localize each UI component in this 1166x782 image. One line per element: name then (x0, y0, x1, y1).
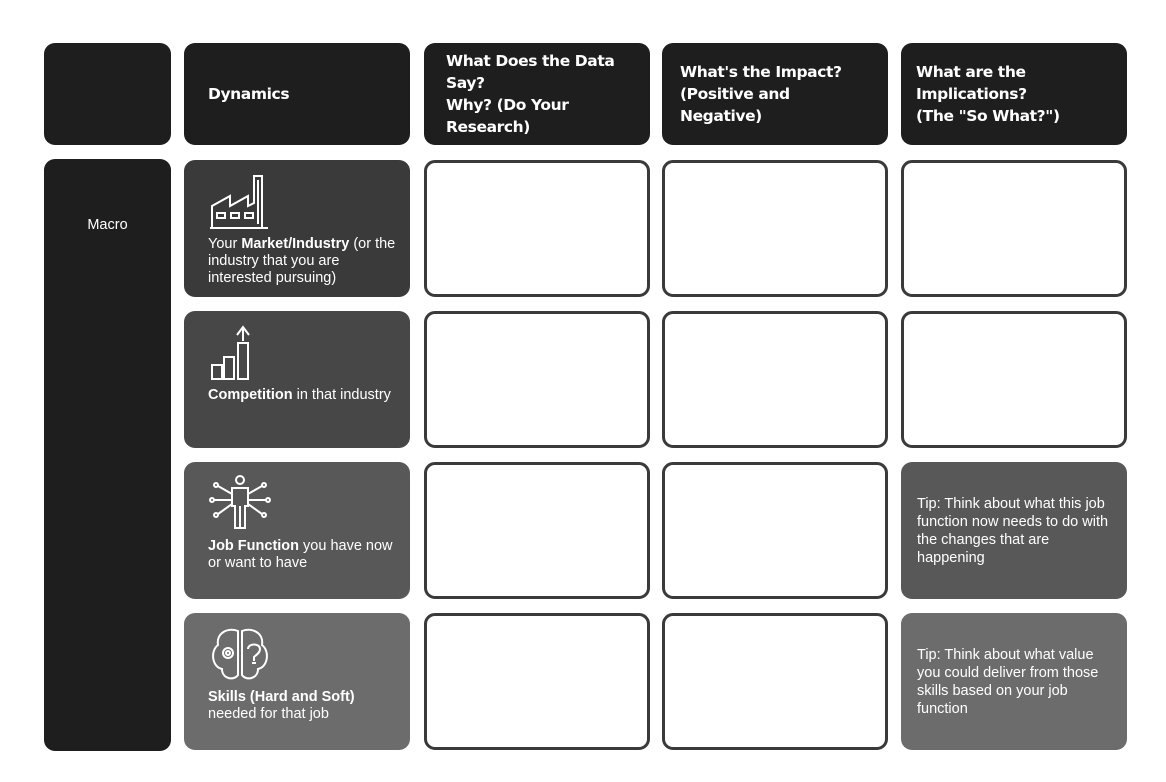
row2-impact-input[interactable] (662, 311, 888, 448)
tip-skills (901, 613, 1127, 750)
row4-data-input[interactable] (424, 613, 650, 750)
header-data-line1: What Does the Data Say? (446, 52, 615, 92)
macro-label: Macro (87, 217, 128, 233)
header-data-research (424, 43, 650, 145)
brain-icon (208, 623, 272, 685)
dynamic-job-function (184, 462, 410, 599)
row2-data-input[interactable] (424, 311, 650, 448)
row4-post: needed for that job (208, 706, 329, 722)
row3-post: you have now or want to have (208, 538, 393, 571)
row2-post: in that industry (292, 387, 391, 403)
row1-impact-input[interactable] (662, 160, 888, 297)
factory-icon (208, 170, 272, 232)
dynamic-market-industry (184, 160, 410, 297)
header-impact (662, 43, 888, 145)
header-data-line2: Why? (Do Your Research) (446, 96, 569, 136)
row1-post: (or the industry that you are interested pursuing) (208, 236, 396, 286)
row3-bold: Job Function (208, 538, 300, 554)
row3-impact-input[interactable] (662, 462, 888, 599)
row1-bold: Market/Industry (241, 236, 350, 252)
row1-data-input[interactable] (424, 160, 650, 297)
header-implications-line2: (The "So What?") (916, 107, 1060, 125)
row4-impact-input[interactable] (662, 613, 888, 750)
header-dynamics (184, 43, 410, 145)
header-dynamics-label: Dynamics (208, 85, 290, 103)
growth-chart-icon (208, 321, 272, 383)
tip-job-function (901, 462, 1127, 599)
header-impact-line1: What's the Impact? (680, 63, 842, 81)
row2-implications-input[interactable] (901, 311, 1127, 448)
dynamic-competition (184, 311, 410, 448)
corner-header-cell (44, 43, 171, 145)
row2-bold: Competition (208, 387, 293, 403)
row4-bold: Skills (Hard and Soft) (208, 689, 355, 705)
header-implications-line1: What are the Implications? (916, 63, 1027, 103)
tip1-text: Tip: Think about what this job function now needs to do with the changes that are happening (917, 495, 1109, 566)
person-network-icon (208, 472, 272, 534)
row1-pre: Your (208, 236, 242, 252)
macro-label-cell (44, 159, 171, 751)
tip2-text: Tip: Think about what value you could deliver from those skills based on your job function (917, 646, 1099, 717)
header-implications (901, 43, 1127, 145)
row3-data-input[interactable] (424, 462, 650, 599)
row1-implications-input[interactable] (901, 160, 1127, 297)
header-impact-line2: (Positive and Negative) (680, 85, 790, 125)
dynamic-skills (184, 613, 410, 750)
